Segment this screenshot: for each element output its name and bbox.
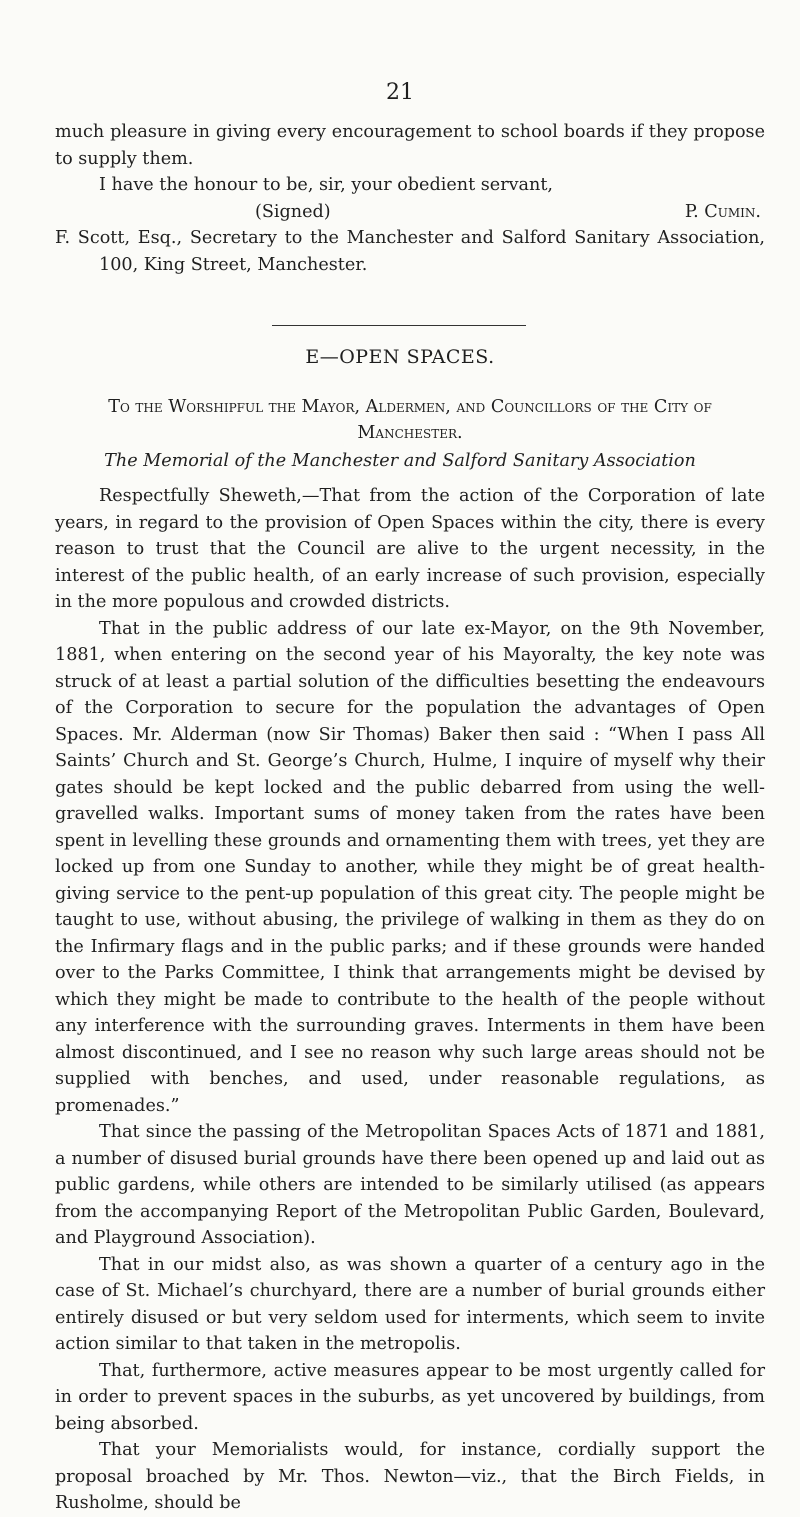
section-divider [272,325,526,326]
memorial-title: The Memorial of the Manchester and Salford Sanitary Association [104,451,696,471]
paragraph: That, furthermore, active measures appear to be most urgently called for in order to prevent spaces in the suburbs, as yet uncovered by buildings, from being absorbed. [55,1360,765,1434]
signatory: P. Cumin. [684,201,761,222]
paragraph: That in the public address of our late ex-Mayor, on the 9th November, 1881, when entering on the second year of his Mayoralty, the key note was struck of at least a partial solution of the difficulties besetting the endeavours of the Corporation to secure for the population the advantages of Open Spaces. Mr. Alderman (now Sir Thomas) Baker then said : “When I pass All Saints’ Church and St. George’s Church, Hulme, I inquire of myself why their gates should be kept locked and the public debarred from using the well-gravelled walks. Important sums of money taken from the rates have been spent in levelling these grounds and ornamenting them with trees, yet they are locked up from one Sunday to another, while they might be of great health-giving service to the pent-up population of this great city. The people might be taught to use, without abusing, the privilege of walking in them as they do on the Infirmary flags and in the public parks; and if these grounds were handed over to the Parks Committee, I think that arrangements might be devised by which they might be made to contribute to the health of the people without any interference with the surrounding graves. Interments in them have been almost discontinued, and I see no reason why such large areas should not be supplied with benches, and used, under reasonable regulations, as promenades.” [55,618,765,1116]
address-to: To the Worshipful the Mayor, Aldermen, and Councillors of the City of Manchester. [108,397,712,443]
addressee: F. Scott, Esq., Secretary to the Manchester and Salford Sanitary Association, 100, King Street, Manchester. [55,228,765,275]
paragraph: That your Memorialists would, for instance, cordially support the proposal broached by Mr. Thos. Newton—viz., that the Birch Fields, in Rusholme, should be [55,1440,765,1513]
signed-label: (Signed) [255,201,331,222]
paragraph: That in our midst also, as was shown a quarter of a century ago in the case of St. Michael’s churchyard, there are a number of burial grounds either entirely disused or but very seldom used for interments, which seem to invite action similar to that taken in the metropolis. [55,1254,765,1354]
paragraph: That since the passing of the Metropolitan Spaces Acts of 1871 and 1881, a number of disused burial grounds have there been opened up and laid out as public gardens, while others are intended to be similarly utilised (as appears from the accompanying Report of the Metropolitan Public Garden, Boulevard, and Playground Association). [55,1122,765,1248]
valediction: I have the honour to be, sir, your obedient servant, [99,175,554,195]
closing-paragraph: much pleasure in giving every encouragement to school boards if they propose to supply them. [55,122,765,169]
paragraph: Respectfully Sheweth,—That from the action of the Corporation of late years, in regard to the provision of Open Spaces within the city, there is every reason to trust that the Council are alive to the urgent necessity, in the interest of the public health, of an early increase of such provision, especially in the more populous and crowded districts. [55,486,765,612]
page-number: 21 [386,80,414,105]
section-heading: E—OPEN SPACES. [305,346,495,368]
signature-line [55,199,765,226]
memorial-body [55,483,765,1517]
letter-closing [55,119,765,278]
